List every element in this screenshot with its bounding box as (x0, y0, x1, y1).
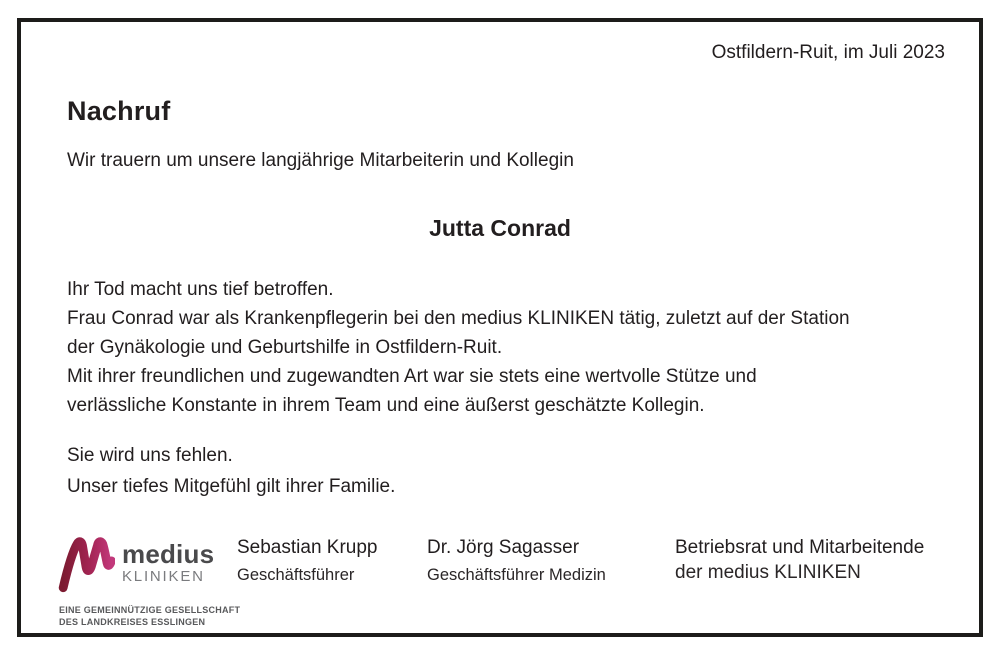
logo-caption (59, 605, 240, 628)
brand-subname: KLINIKEN (122, 568, 205, 585)
farewell-text (67, 440, 395, 502)
signature-name: Dr. Jörg Sagasser (427, 537, 580, 558)
signature-sagasser (427, 536, 606, 587)
farewell-line-2: Unser tiefes Mitgefühl gilt ihrer Familie. (67, 476, 396, 497)
intro-line: Wir trauern um unsere langjährige Mitarbeiterin und Kollegin (67, 150, 574, 171)
signature-name: Betriebsrat und Mitarbeitende (675, 537, 925, 558)
obituary-card (17, 18, 983, 637)
body-line-3: der Gynäkologie und Geburtshilfe in Ostfildern-Ruit. (67, 337, 503, 358)
body-line-5: verlässliche Konstante in ihrem Team und eine äußerst geschätzte Kollegin. (67, 395, 705, 416)
logo-caption-line-2: DES LANDKREISES ESSLINGEN (59, 616, 206, 627)
medius-wordmark (122, 533, 214, 585)
signature-betriebsrat (675, 536, 924, 585)
medius-m-icon (57, 533, 115, 595)
signature-role: Geschäftsführer (237, 566, 355, 584)
body-line-1: Ihr Tod macht uns tief betroffen. (67, 279, 334, 300)
farewell-line-1: Sie wird uns fehlen. (67, 445, 233, 466)
signature-role: der medius KLINIKEN (675, 562, 861, 583)
dateline: Ostfildern-Ruit, im Juli 2023 (711, 42, 945, 63)
signature-role: Geschäftsführer Medizin (427, 566, 606, 584)
logo-caption-line-1: EINE GEMEINNÜTZIGE GESELLSCHAFT (59, 605, 241, 615)
medius-logo (57, 533, 214, 595)
body-line-4: Mit ihrer freundlichen und zugewandten Art war sie stets eine wertvolle Stütze und (67, 366, 757, 387)
body-line-2: Frau Conrad war als Krankenpflegerin bei den medius KLINIKEN tätig, zuletzt auf der Station (67, 308, 850, 329)
signature-krupp (237, 536, 378, 587)
signature-name: Sebastian Krupp (237, 537, 378, 558)
body-text (67, 275, 959, 420)
deceased-name: Jutta Conrad (429, 215, 571, 241)
page-title: Nachruf (67, 96, 171, 126)
brand-name: medius (122, 539, 215, 569)
